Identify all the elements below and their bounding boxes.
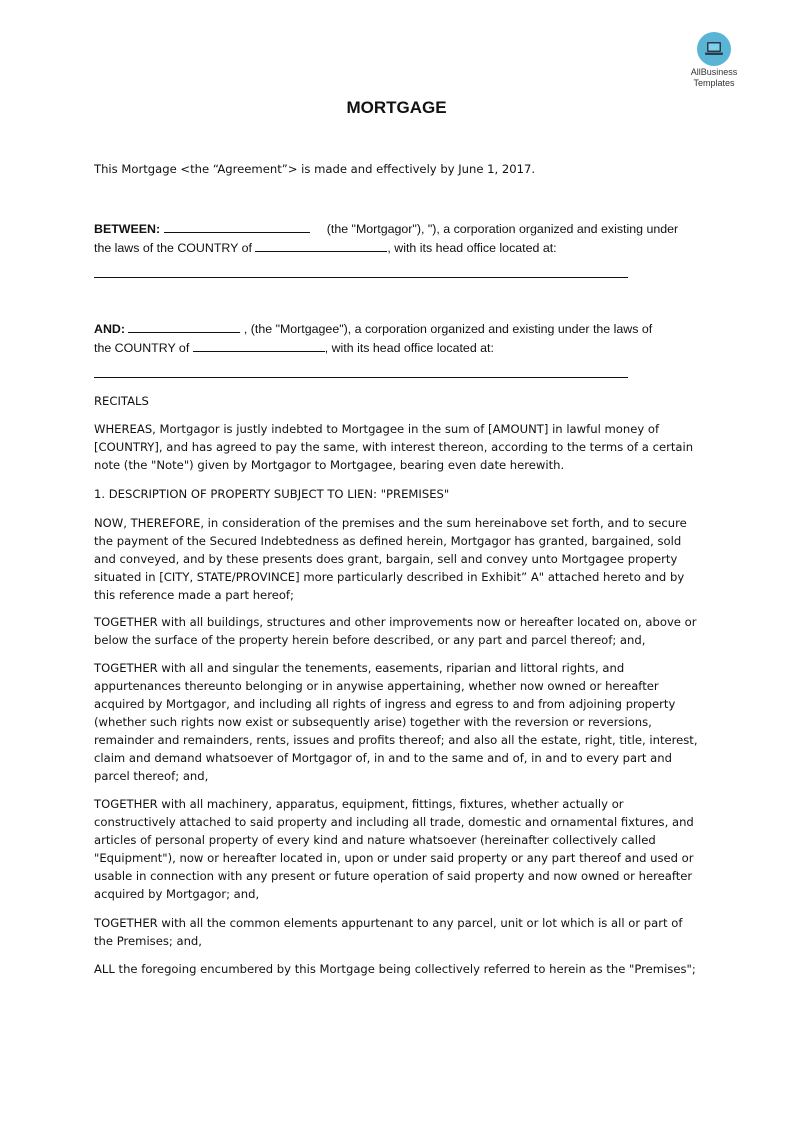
logo-text-line1: AllBusiness — [690, 67, 738, 77]
all-foregoing-paragraph: ALL the foregoing encumbered by this Mortgage being collectively referred to herein as the "Premises"; — [94, 962, 696, 976]
now-therefore-paragraph: NOW, THEREFORE, in consideration of the premises and the sum hereinabove set forth, and to secure the payment of the Secured Indebtedness as defined herein, Mortgagor has granted, bargained, sold and conveyed, and by these presents does grant, bargain, sell and convey unto Mortgagee property situated in [CITY, STATE/PROVINCE] more particularly described in Exhibit” A" attached hereto and by this reference made a part hereof; — [94, 516, 687, 602]
between-line-1 — [94, 219, 698, 238]
mortgagor-address-blank[interactable] — [94, 277, 628, 278]
together-common-elements-paragraph: TOGETHER with all the common elements appurtenant to any parcel, unit or lot which is all or part of the Premises; and, — [94, 916, 683, 948]
logo-text-line2: Templates — [693, 78, 735, 88]
mortgagee-name-blank[interactable] — [128, 319, 240, 333]
and-block — [94, 319, 698, 357]
between-line-2-prefix: the laws of the COUNTRY of — [94, 241, 252, 255]
between-line-2 — [94, 238, 698, 257]
between-line-1-text: (the "Mortgagor"), "), a corporation organized and existing under — [326, 222, 679, 236]
document-title: MORTGAGE — [346, 98, 447, 117]
and-line-1-text: , (the "Mortgagee"), a corporation organized and existing under the laws of — [243, 322, 653, 336]
and-line-2 — [94, 338, 698, 357]
and-line-1 — [94, 319, 698, 338]
and-line-2-suffix: , with its head office located at: — [324, 341, 494, 355]
intro-paragraph: This Mortgage <the “Agreement”> is made and effectively by June 1, 2017. — [94, 162, 536, 176]
mortgagee-address-blank[interactable] — [94, 377, 628, 378]
mortgagor-country-blank[interactable] — [255, 238, 387, 252]
recitals-heading: RECITALS — [94, 394, 149, 408]
together-tenements-paragraph: TOGETHER with all and singular the tenements, easements, riparian and littoral rights, and appurtenances thereunto belonging or in anywise appertaining, whether now owned or hereafter acquired by Mortgagor, and including all rights of ingress and egress to and from adjoining property (whether such rights now exist or subsequently arise) together with the reversion or reversions, remainder and remainders, rents, issues and profits thereof; and also all the estate, right, title, interest, claim and demand whatsoever of Mortgagor of, in and to the same and of, in and to every part and parcel thereof; and, — [94, 661, 698, 783]
between-line-2-suffix: , with its head office located at: — [387, 241, 557, 255]
between-block — [94, 219, 698, 257]
whereas-paragraph: WHEREAS, Mortgagor is justly indebted to Mortgagee in the sum of [AMOUNT] in lawful money of [COUNTRY], and has agreed to pay the same, with interest thereon, according to the terms of a certain note (the "Note") given by Mortgagor to Mortgagee, bearing even date herewith. — [94, 422, 694, 472]
mortgagee-country-blank[interactable] — [193, 338, 325, 352]
section-1-heading: 1. DESCRIPTION OF PROPERTY SUBJECT TO LIEN: "PREMISES" — [94, 487, 450, 501]
between-label: BETWEEN: — [94, 222, 161, 236]
and-line-2-prefix: the COUNTRY of — [94, 341, 190, 355]
together-machinery-paragraph: TOGETHER with all machinery, apparatus, equipment, fittings, fixtures, whether actually or constructively attached to said property and including all trade, domestic and ornamental fixtures, and articles of personal property of every kind and nature whatsoever (hereinafter collectively called "Equipment"), now or hereafter located in, upon or under said property or any part thereof and used or usable in connection with any present or future operation of said property and now owned or hereafter acquired by Mortgagor; and, — [94, 797, 694, 901]
laptop-icon — [697, 32, 731, 66]
together-buildings-paragraph: TOGETHER with all buildings, structures and other improvements now or hereafter located on, above or below the surface of the property herein before described, or any part and parcel thereof; and, — [94, 615, 697, 647]
and-label: AND: — [94, 322, 125, 336]
mortgagor-name-blank[interactable] — [164, 219, 310, 233]
brand-logo — [683, 32, 745, 88]
